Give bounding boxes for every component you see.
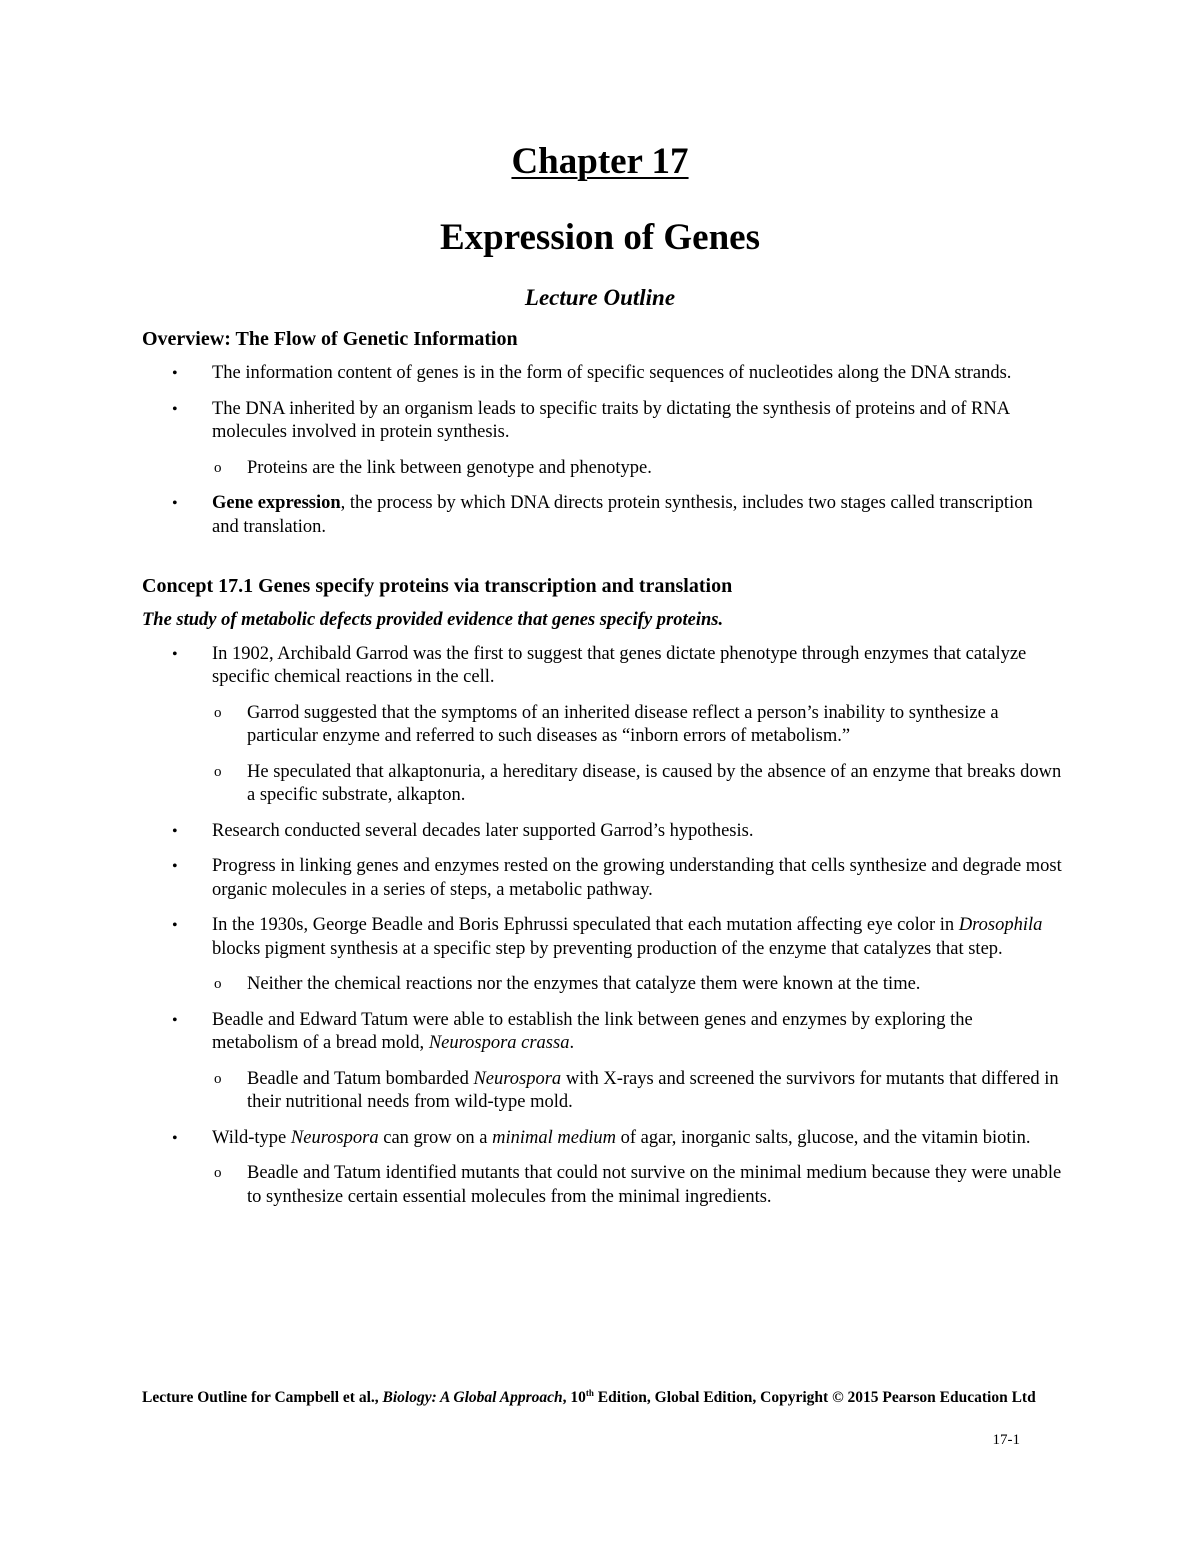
sub-bullet-glyph: o — [214, 976, 222, 992]
list-item-text: In 1902, Archibald Garrod was the first to suggest that genes dictate phenotype through enzymes that catalyze specific chemical reactions in the cell. — [212, 643, 1027, 687]
list-item-text: Beadle and Edward Tatum were able to establish the link between genes and enzymes by exploring the metabolism of a bread mold, — [212, 1009, 973, 1053]
list-item-text: of agar, inorganic salts, glucose, and the vitamin biotin. — [615, 1127, 1031, 1148]
concept-subheading: The study of metabolic defects provided evidence that genes specify proteins. — [142, 610, 724, 630]
list-item — [142, 643, 1062, 808]
sub-list — [212, 1068, 1062, 1115]
chapter-title: Expression of Genes — [439, 217, 760, 258]
list-item-text: Wild-type — [212, 1127, 291, 1148]
list-item — [142, 855, 1062, 902]
footer-text: Edition, Global Edition, Copyright © 2015 Pearson Education Ltd — [593, 1389, 1036, 1406]
bullet-glyph: • — [172, 400, 178, 418]
list-item-text: Research conducted several decades later supported Garrod’s hypothesis. — [212, 820, 754, 841]
bullet-glyph: • — [172, 365, 178, 382]
book-title: Biology: A Global Approach — [382, 1389, 563, 1406]
list-item — [142, 820, 1062, 844]
sub-list-item — [212, 1162, 1062, 1209]
list-item-text: blocks pigment synthesis at a specific step by preventing production of the enzyme that catalyzes that step. — [212, 938, 1003, 959]
bullet-glyph: • — [172, 822, 178, 840]
bullet-glyph: • — [172, 917, 178, 934]
species-name: Neurospora — [473, 1068, 562, 1089]
footer-text: Lecture Outline for Campbell et al., — [142, 1389, 383, 1406]
sub-bullet-glyph: o — [214, 1165, 222, 1181]
sub-list-item — [212, 1068, 1062, 1115]
sub-list-item-text: Garrod suggested that the symptoms of an inherited disease reflect a person’s inability to synthesize a particular enzyme and referred to such diseases as “inborn errors of metabolism.” — [247, 702, 999, 746]
list-item-text: can grow on a — [378, 1127, 493, 1148]
ordinal-suffix: th — [585, 1387, 594, 1398]
list-item-text: The DNA inherited by an organism leads to specific traits by dictating the synthesis of proteins and of RNA molecules involved in protein synthesis. — [212, 398, 1010, 442]
list-item — [142, 1009, 1062, 1115]
sub-list-item-text: with X-rays and screened the survivors for mutants that differed in their nutritional needs from wild-type mold. — [247, 1068, 1059, 1112]
species-name: Neurospora — [290, 1127, 379, 1148]
species-name: Drosophila — [958, 915, 1043, 935]
sub-list — [212, 457, 1062, 481]
sub-list-item — [212, 457, 1062, 481]
section-heading-concept: Concept 17.1 Genes specify proteins via transcription and translation — [142, 575, 733, 597]
species-name: Neurospora crassa — [428, 1033, 570, 1053]
sub-list-item-text: Neither the chemical reactions nor the enzymes that catalyze them were known at the time. — [247, 974, 921, 994]
concept-list — [142, 643, 1062, 1210]
sub-list-item — [212, 702, 1062, 749]
section-heading-overview: Overview: The Flow of Genetic Information — [142, 328, 518, 350]
page-number: 17-1 — [992, 1432, 1020, 1448]
sub-list — [212, 1162, 1062, 1209]
chapter-number: Chapter 17 — [511, 141, 689, 182]
sub-list-item-text: Proteins are the link between genotype and phenotype. — [247, 457, 652, 478]
outline-label: Lecture Outline — [524, 285, 676, 310]
list-item — [142, 1127, 1062, 1210]
list-item — [142, 398, 1062, 481]
document-body — [142, 326, 1062, 1221]
list-item-text: The information content of genes is in the form of specific sequences of nucleotides along the DNA strands. — [212, 363, 1012, 383]
bullet-glyph: • — [172, 1129, 178, 1147]
sub-bullet-glyph: o — [214, 459, 222, 476]
sub-bullet-glyph: o — [214, 1070, 222, 1087]
sub-bullet-glyph: o — [214, 763, 222, 780]
footer-text: , 10 — [562, 1389, 586, 1406]
sub-list — [212, 702, 1062, 808]
key-term: minimal medium — [492, 1127, 616, 1148]
sub-list-item-text: Beadle and Tatum bombarded — [247, 1068, 474, 1089]
sub-bullet-glyph: o — [214, 704, 222, 721]
list-item — [142, 914, 1062, 997]
bullet-glyph: • — [172, 858, 178, 875]
bullet-glyph: • — [172, 495, 178, 512]
overview-list — [142, 362, 1062, 539]
sub-list — [212, 973, 1062, 997]
list-item-text: , the process by which DNA directs protein synthesis, includes two stages called transcription and translation. — [212, 493, 1033, 537]
key-term: Gene expression — [212, 493, 341, 513]
bullet-glyph: • — [172, 645, 178, 663]
list-item-text: Progress in linking genes and enzymes rested on the growing understanding that cells synthesize and degrade most organic molecules in a series of steps, a metabolic pathway. — [212, 856, 1062, 900]
sub-list-item — [212, 761, 1062, 808]
sub-list-item — [212, 973, 1062, 997]
list-item — [142, 362, 1062, 386]
sub-list-item-text: He speculated that alkaptonuria, a hereditary disease, is caused by the absence of an enzyme that breaks down a specific substrate, alkapton. — [247, 761, 1062, 805]
bullet-glyph: • — [172, 1011, 178, 1029]
sub-list-item-text: Beadle and Tatum identified mutants that could not survive on the minimal medium because they were unable to synthesize certain essential molecules from the minimal ingredients. — [247, 1163, 1062, 1207]
list-item-text: In the 1930s, George Beadle and Boris Ephrussi speculated that each mutation affecting eye color in — [212, 915, 959, 935]
list-item-text: . — [569, 1033, 575, 1053]
page-footer — [142, 1388, 1062, 1408]
list-item — [142, 492, 1062, 539]
